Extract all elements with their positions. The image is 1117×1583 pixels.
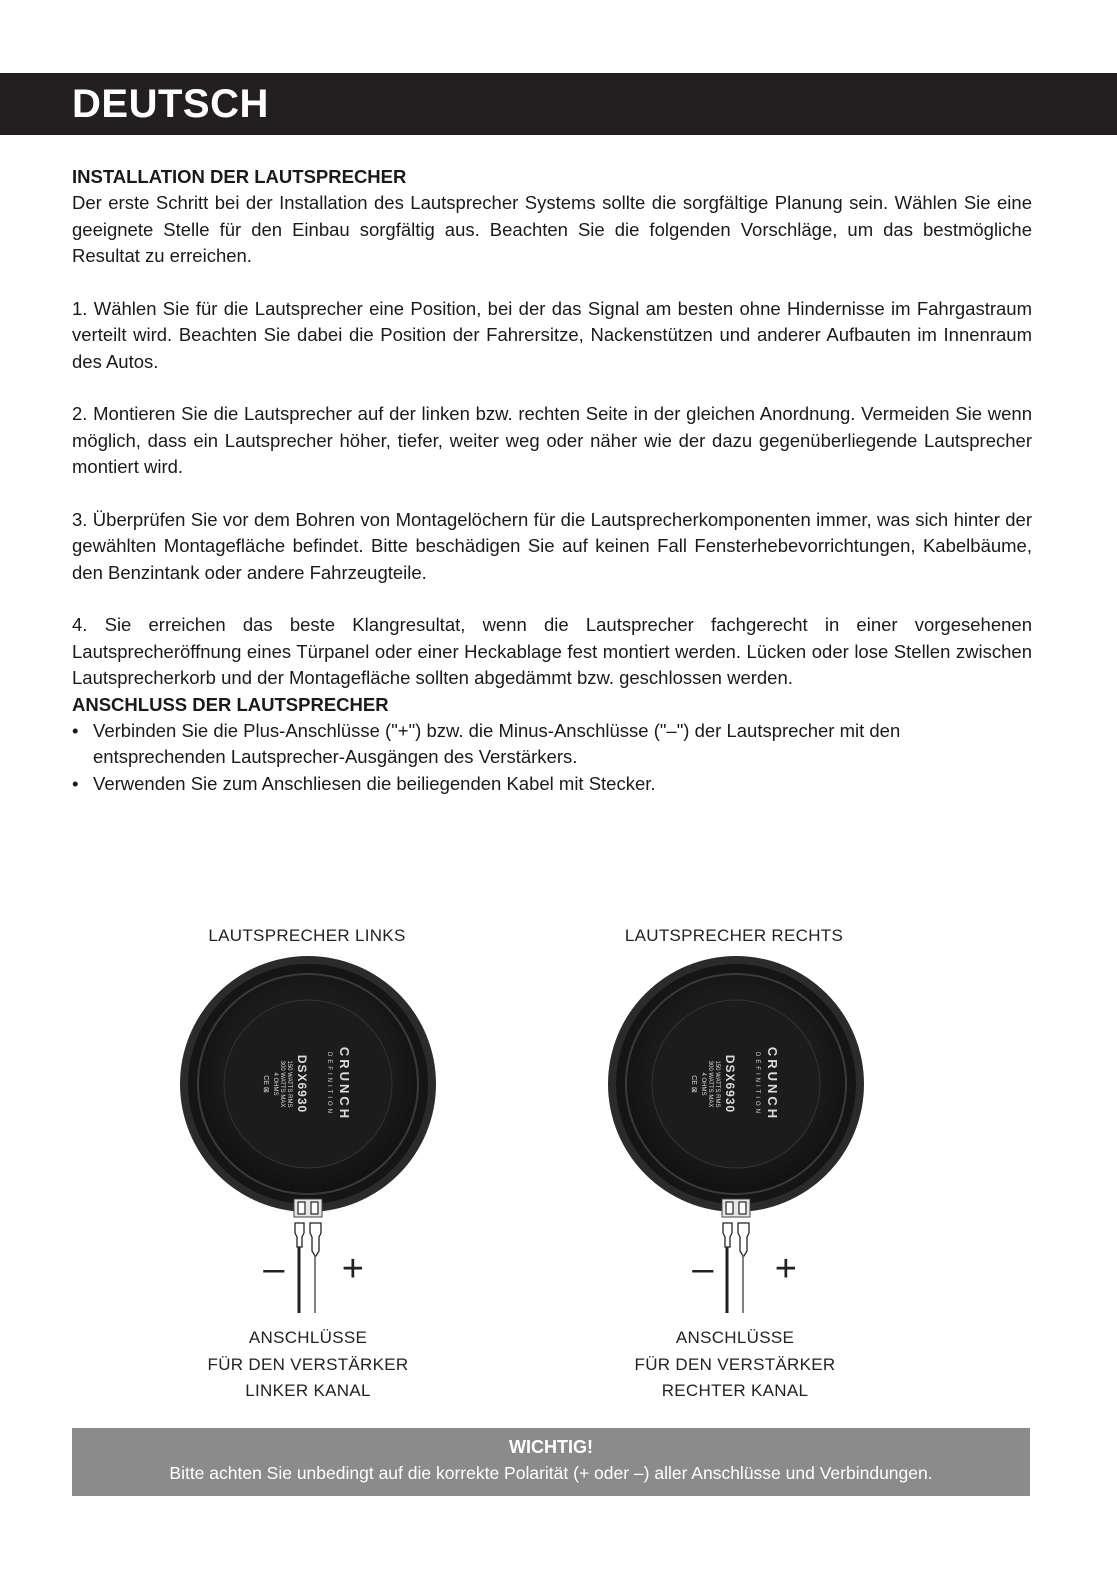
speaker-spec-max: 300 WATTS MAX <box>279 1060 285 1108</box>
left-caption <box>178 1325 438 1405</box>
speaker-model: DSX6930 <box>723 1054 737 1114</box>
right-plus-sign: + <box>774 1248 798 1290</box>
connection-bullet-1: • Verbinden Sie die Plus-Anschlüsse ("+") bzw. die Minus-Anschlüsse ("–") der Lautsprecher mit den entsprechenden Lautsprecher-Ausgängen des Verstärkers. <box>93 718 963 771</box>
installation-step-2: 2. Montieren Sie die Lautsprecher auf der linken bzw. rechten Seite in der gleichen Anordnung. Vermeiden Sie wenn möglich, dass ein Lautsprecher höher, tiefer, weiter weg oder näher wie der dazu gegenüberliegende Lautsprecher montiert wird. <box>72 403 1032 477</box>
speaker-spec-rms: 150 WATTS RMS <box>286 1060 292 1108</box>
left-minus-sign: – <box>263 1248 285 1290</box>
language-title: DEUTSCH <box>72 82 269 126</box>
right-minus-sign: – <box>692 1248 714 1290</box>
speaker-spec-ohms: 4 OHMS <box>272 1072 278 1096</box>
connection-bullet-list <box>72 718 1032 798</box>
installation-step-4: 4. Sie erreichen das beste Klangresultat, wenn die Lautsprecher fachgerecht in einer vorgesehenen Lautsprecheröffnung eines Türpanel oder einer Heckablage fest montiert werden. Lücken oder lose Stellen zwischen Lautsprecherkorb und der Montagefläche sollten abgedämmt bzw. geschlossen werden. <box>72 614 1032 688</box>
speaker-marks: CE ⊠ <box>262 1075 269 1093</box>
important-notice-text: Bitte achten Sie unbedingt auf die korrekte Polarität (+ oder –) aller Anschlüsse und Verbindungen. <box>169 1463 933 1483</box>
speaker-brand: CRUNCH <box>765 1046 780 1122</box>
left-speaker-title: LAUTSPRECHER LINKS <box>208 926 406 945</box>
important-notice-title: WICHTIG! <box>509 1437 593 1457</box>
left-speaker-illustration <box>166 955 456 1315</box>
installation-step-1: 1. Wählen Sie für die Lautsprecher eine Position, bei der das Signal am besten ohne Hindernisse im Fahrgastraum verteilt wird. Beachten Sie dabei die Position der Fahrersitze, Nackenstützen und anderer Aufbauten im Innenraum des Autos. <box>72 297 1032 372</box>
left-caption-line-3: LINKER KANAL <box>245 1381 371 1400</box>
main-content <box>72 164 1032 797</box>
speaker-brand-sub: DEFINITION <box>326 1052 332 1116</box>
connection-bullet-2: • Verwenden Sie zum Anschliesen die beiliegenden Kabel mit Stecker. <box>93 771 1032 798</box>
connection-heading: ANSCHLUSS DER LAUTSPRECHER <box>72 693 389 715</box>
right-caption <box>605 1325 865 1405</box>
speaker-spec-rms: 150 WATTS RMS <box>714 1060 720 1108</box>
right-caption-line-3: RECHTER KANAL <box>661 1381 809 1400</box>
installation-intro: Der erste Schritt bei der Installation des Lautsprecher Systems sollte die sorgfältige Planung sein. Wählen Sie eine geeignete Stelle für den Einbau sorgfältig aus. Beachten Sie die folgenden Vorschläge, um das bestmögliche Resultat zu erreichen. <box>72 192 1032 266</box>
speaker-marks: CE ⊠ <box>690 1075 697 1093</box>
right-speaker-illustration <box>592 955 882 1315</box>
speaker-spec-ohms: 4 OHMS <box>700 1072 706 1096</box>
important-notice-box <box>72 1428 1030 1496</box>
left-caption-line-2: FÜR DEN VERSTÄRKER <box>207 1354 409 1374</box>
speaker-brand-sub: DEFINITION <box>754 1052 760 1116</box>
language-header-bar <box>0 73 1117 135</box>
installation-step-3: 3. Überprüfen Sie vor dem Bohren von Montagelöchern für die Lautsprecherkomponenten immer, was sich hinter der gewählten Montagefläche befindet. Bitte beschädigen Sie auf keinen Fall Fensterhebevorrichtungen, Kabelbäume, den Benzintank oder andere Fahrzeugteile. <box>72 508 1032 583</box>
left-plus-sign: + <box>341 1248 365 1290</box>
speaker-brand: CRUNCH <box>337 1046 352 1122</box>
speaker-spec-max: 300 WATTS MAX <box>707 1060 713 1108</box>
right-caption-line-1: ANSCHLÜSSE <box>675 1328 795 1347</box>
left-caption-line-1: ANSCHLÜSSE <box>248 1328 368 1347</box>
right-speaker-title: LAUTSPRECHER RECHTS <box>624 926 844 945</box>
speaker-model: DSX6930 <box>295 1054 309 1114</box>
right-caption-line-2: FÜR DEN VERSTÄRKER <box>634 1354 836 1374</box>
installation-heading: INSTALLATION DER LAUTSPRECHER <box>72 166 407 187</box>
